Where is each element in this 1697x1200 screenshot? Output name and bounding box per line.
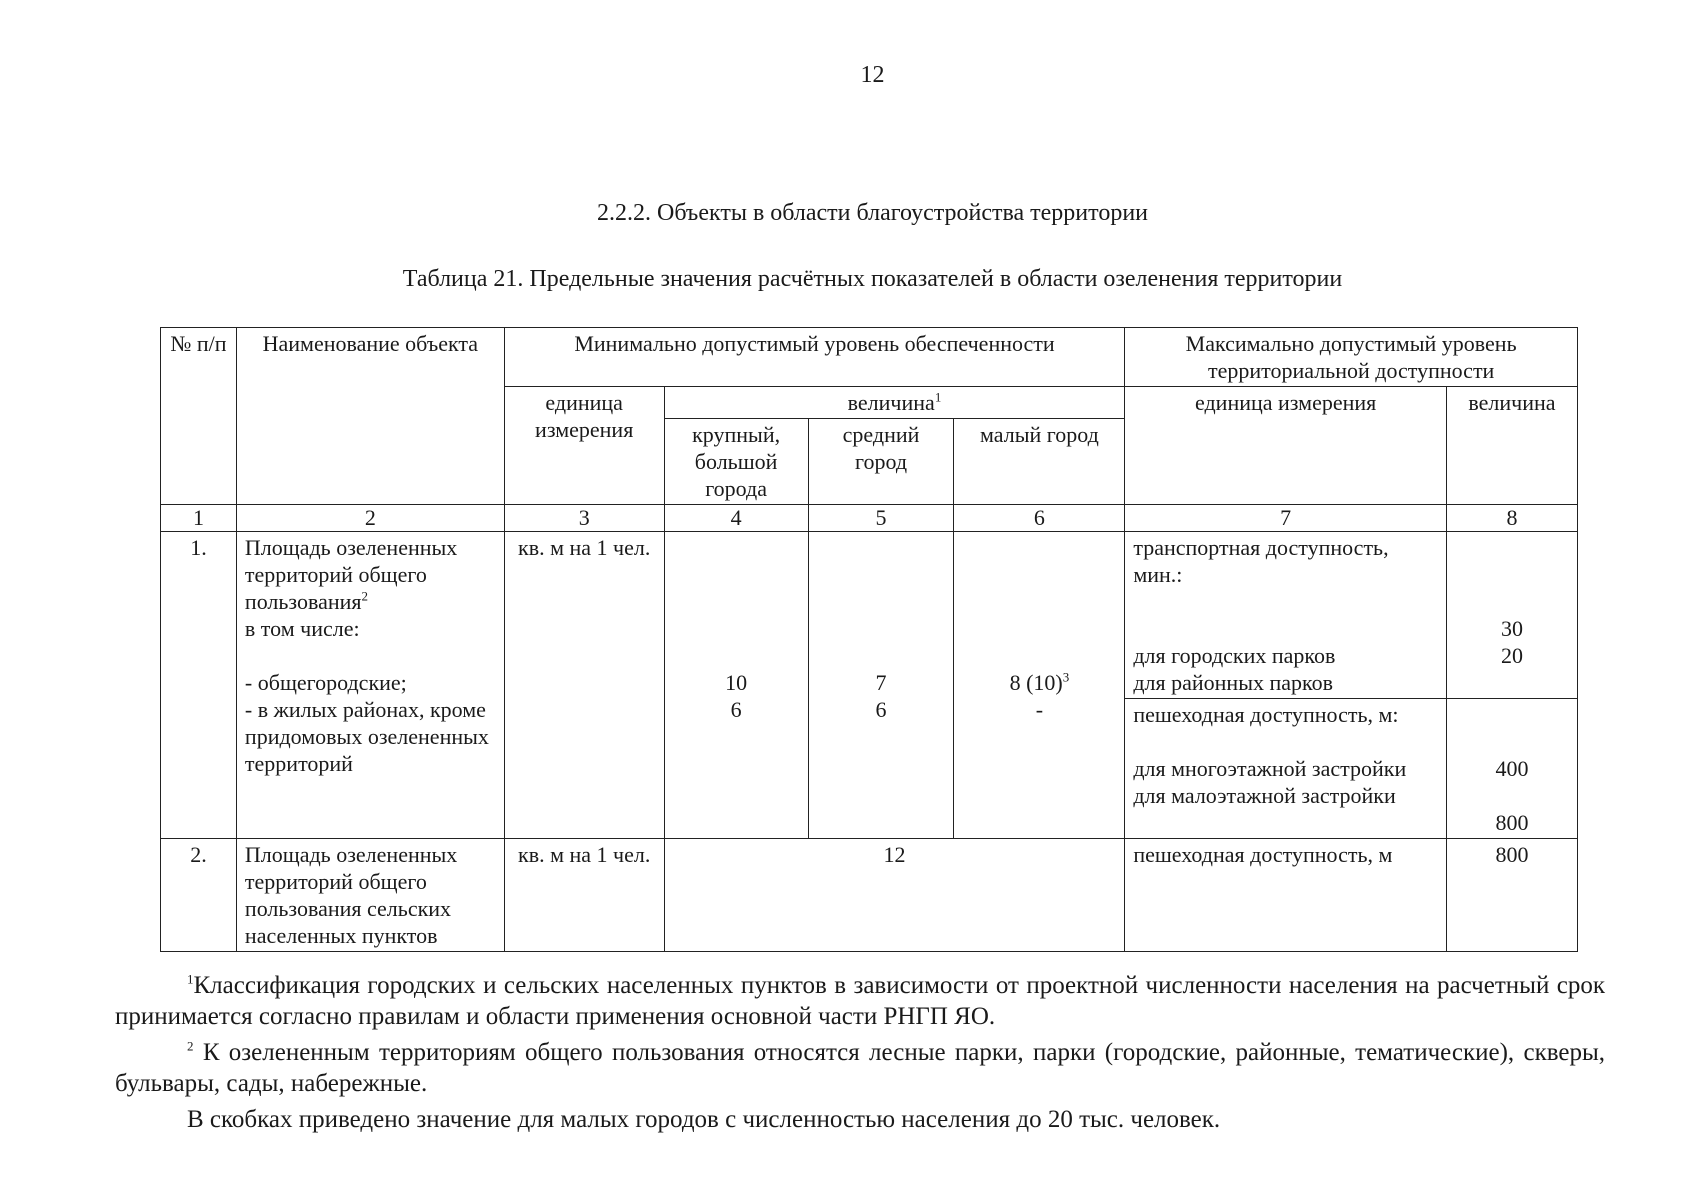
footnote-2: $^2$ К озелененным территориям общего пользования относятся лесные парки, парки (городские, районные, тематические), скверы, бульвары, сады, набережные.	[115, 1038, 1606, 1097]
row-number: 2.	[161, 839, 237, 952]
header-value-2: величина	[1446, 387, 1577, 505]
row-medium-city-values: 7 6	[808, 532, 954, 839]
column-number: 7	[1125, 505, 1447, 532]
row-large-city-values: 10 6	[664, 532, 808, 839]
table-row	[161, 532, 1578, 839]
row-unit: кв. м на 1 чел.	[504, 839, 664, 952]
header-object-name: Наименование объекта	[236, 328, 504, 505]
row-accessibility	[1125, 532, 1578, 839]
header-unit-2: единица измерения	[1125, 387, 1447, 505]
page-number: 12	[860, 62, 885, 88]
transport-accessibility: транспортная доступность, мин.: для городских парков для районных парков	[1125, 532, 1446, 699]
header-unit: единица измерения	[504, 387, 664, 505]
row-walking-accessibility: пешеходная доступность, м	[1125, 839, 1447, 952]
column-number: 8	[1446, 505, 1577, 532]
header-medium-city: средний город	[808, 419, 954, 505]
table-caption: Таблица 21. Предельные значения расчётных показателей в области озеленения территории	[402, 266, 1343, 292]
header-large-city: крупный, большой города	[664, 419, 808, 505]
row-walking-value: 800	[1446, 839, 1577, 952]
column-numbers-row	[161, 505, 1578, 532]
column-number: 1	[161, 505, 237, 532]
walking-values: 400 800	[1446, 699, 1577, 839]
row-object-name: Площадь озелененных территорий общего пользования$^2$ в том числе: - общегородские; - в жилых районах, кроме придомовых озелененных территорий	[236, 532, 504, 839]
header-min-level: Минимально допустимый уровень обеспеченности	[504, 328, 1125, 387]
transport-values: 30 20	[1446, 532, 1577, 699]
header-small-city: малый город	[954, 419, 1125, 505]
footnote-3: В скобках приведено значение для малых городов с численностью населения до 20 тыс. человек.	[187, 1106, 1221, 1133]
walking-accessibility: пешеходная доступность, м: для многоэтажной застройки для малоэтажной застройки	[1125, 699, 1446, 839]
header-max-level: Максимально допустимый уровень территориальной доступности	[1125, 328, 1578, 387]
indicators-table	[160, 327, 1578, 952]
column-number: 6	[954, 505, 1125, 532]
row-unit: кв. м на 1 чел.	[504, 532, 664, 839]
header-value: величина$^1$	[664, 387, 1125, 419]
row-value: 12	[664, 839, 1125, 952]
column-number: 5	[808, 505, 954, 532]
row-number: 1.	[161, 532, 237, 839]
section-title: 2.2.2. Объекты в области благоустройства территории	[596, 200, 1149, 226]
column-number: 4	[664, 505, 808, 532]
table-row	[161, 839, 1578, 952]
column-number: 2	[236, 505, 504, 532]
row-small-city-values: 8 $(10)^3$ -	[954, 532, 1125, 839]
header-number: № п/п	[161, 328, 237, 505]
row-object-name: Площадь озелененных территорий общего пользования сельских населенных пунктов	[236, 839, 504, 952]
column-number: 3	[504, 505, 664, 532]
footnote-1: $^1$Классификация городских и сельских населенных пунктов в зависимости от проектной численности населения на расчетный срок принимается согласно правилам и области применения основной части РНГП ЯО.	[115, 971, 1605, 1030]
